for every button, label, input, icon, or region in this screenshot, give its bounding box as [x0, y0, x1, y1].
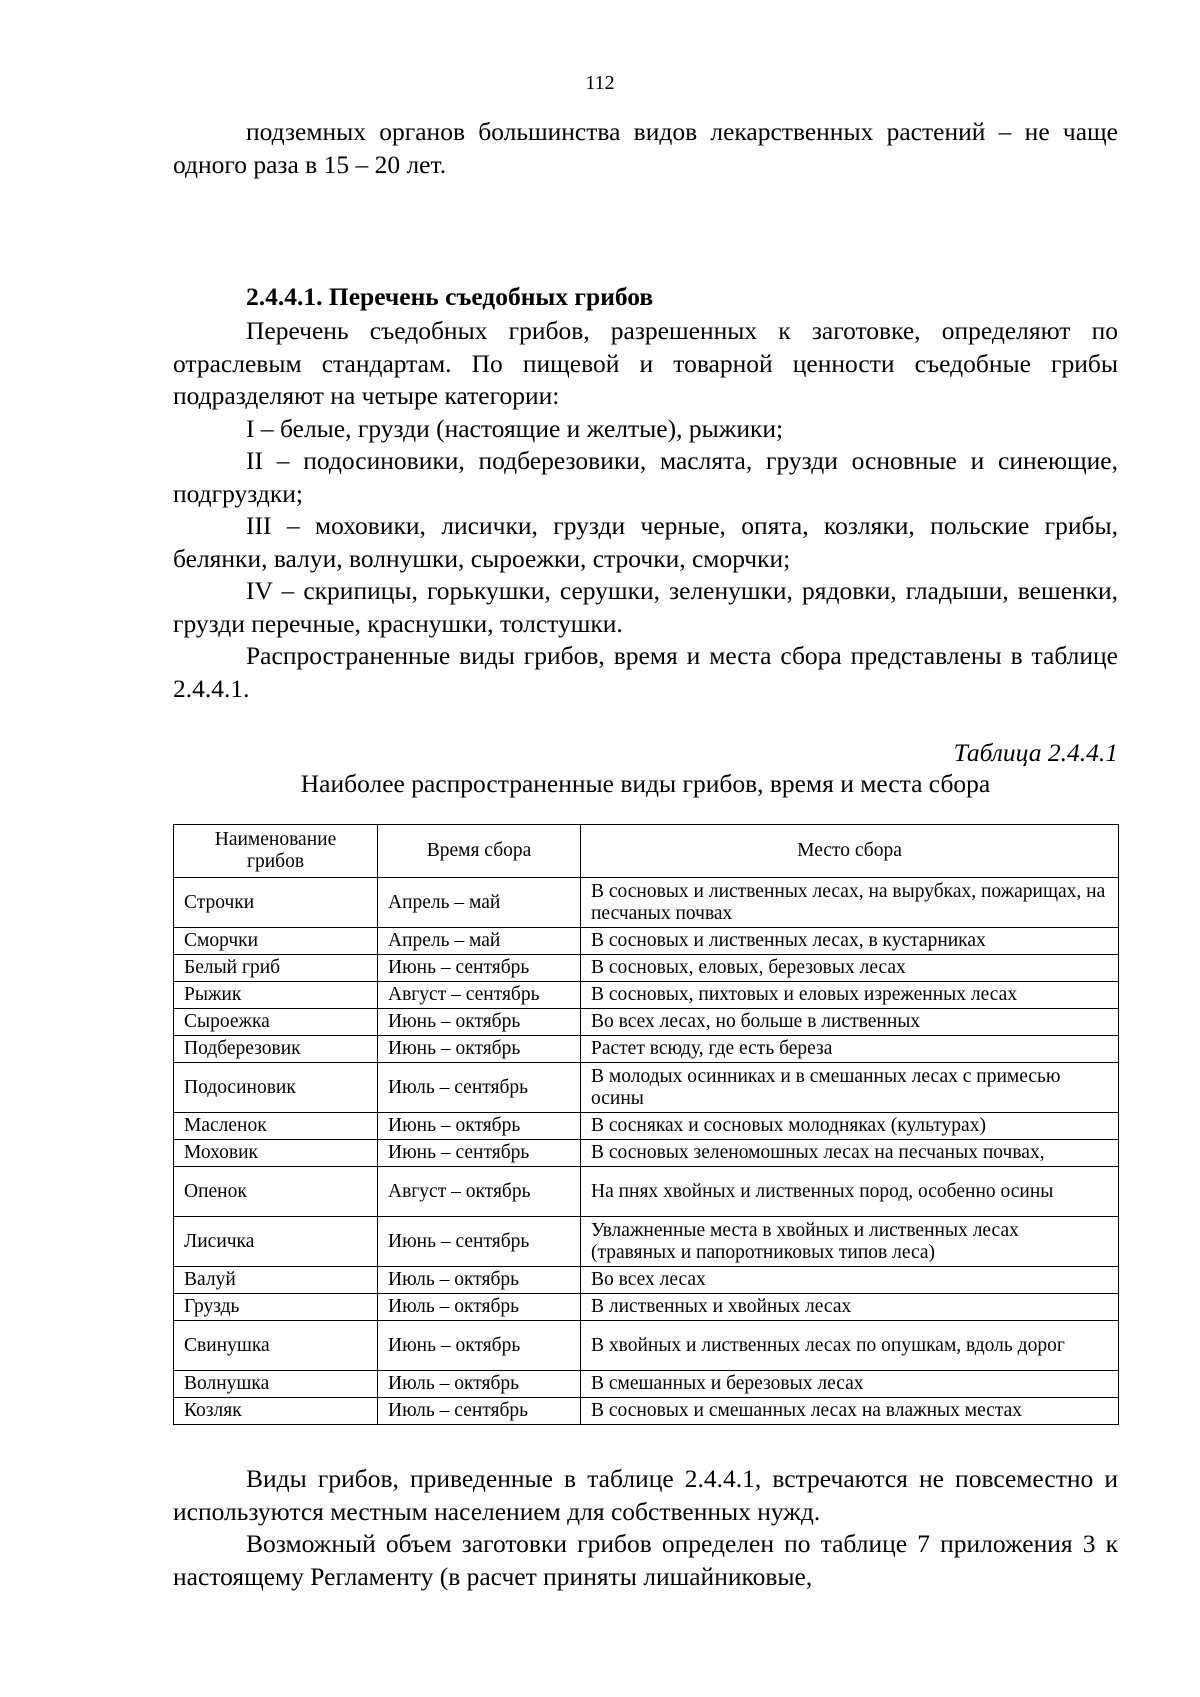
paragraph: III – моховики, лисички, грузди черные, опята, козляки, польские грибы, белянки, валуи, волнушки, сыроежки, строчки, сморчки;	[173, 511, 1118, 573]
table-cell: Июль – сентябрь	[378, 1398, 581, 1425]
table-cell: Подосиновик	[174, 1063, 378, 1113]
table-row	[174, 982, 1119, 1009]
table-row	[174, 1167, 1119, 1217]
table-row	[174, 955, 1119, 982]
table-cell: Июнь – сентябрь	[378, 955, 581, 982]
paragraph: Виды грибов, приведенные в таблице 2.4.4.1, встречаются не повсеместно и используются местным населением для собственных нужд.	[173, 1464, 1118, 1526]
table-cell: На пнях хвойных и лиственных пород, особенно осины	[581, 1167, 1119, 1217]
paragraph: Перечень съедобных грибов, разрешенных к заготовке, определяют по отраслевым стандартам. По пищевой и товарной ценности съедобные грибы подразделяют на четыре категории:	[173, 316, 1118, 410]
table-cell: В лиственных и хвойных лесах	[581, 1294, 1119, 1321]
table-cell: Июнь – октябрь	[378, 1009, 581, 1036]
table-cell: Сыроежка	[174, 1009, 378, 1036]
table-header-row	[174, 825, 1119, 878]
table-cell: В сосновых и лиственных лесах, в кустарниках	[581, 928, 1119, 955]
table-row	[174, 1217, 1119, 1267]
table-cell: Рыжик	[174, 982, 378, 1009]
table-row	[174, 1398, 1119, 1425]
column-header: Место сбора	[581, 825, 1119, 878]
table-cell: Подберезовик	[174, 1036, 378, 1063]
table-cell: Июнь – сентябрь	[378, 1140, 581, 1167]
table-cell: Козляк	[174, 1398, 378, 1425]
table-cell: Август – сентябрь	[378, 982, 581, 1009]
column-header: Время сбора	[378, 825, 581, 878]
table-cell: Масленок	[174, 1113, 378, 1140]
table-cell: Груздь	[174, 1294, 378, 1321]
body-text	[173, 315, 1118, 705]
table-row	[174, 1063, 1119, 1113]
table-row	[174, 1140, 1119, 1167]
table-cell: Опенок	[174, 1167, 378, 1217]
table-cell: Апрель – май	[378, 928, 581, 955]
table-cell: Апрель – май	[378, 878, 581, 928]
table-row	[174, 928, 1119, 955]
table-caption: Таблица 2.4.4.1	[953, 738, 1118, 767]
table-cell: Июнь – октябрь	[378, 1036, 581, 1063]
table-row	[174, 1267, 1119, 1294]
table-cell: Лисичка	[174, 1217, 378, 1267]
table-row	[174, 1321, 1119, 1371]
table-cell: Моховик	[174, 1140, 378, 1167]
table-row	[174, 878, 1119, 928]
table-row	[174, 1009, 1119, 1036]
table-cell: Июль – октябрь	[378, 1294, 581, 1321]
paragraph: Распространенные виды грибов, время и места сбора представлены в таблице 2.4.4.1.	[173, 641, 1118, 703]
table-cell: Свинушка	[174, 1321, 378, 1371]
table-cell: В сосновых, еловых, березовых лесах	[581, 955, 1119, 982]
table-row	[174, 1294, 1119, 1321]
table-cell: Во всех лесах, но больше в лиственных	[581, 1009, 1119, 1036]
table-cell: Июнь – октябрь	[378, 1113, 581, 1140]
table-title: Наиболее распространенные виды грибов, время и места сбора	[300, 769, 991, 798]
table-row	[174, 1371, 1119, 1398]
table-cell: Июнь – октябрь	[378, 1321, 581, 1371]
paragraph: II – подосиновики, подберезовики, маслята, грузди основные и синеющие, подгруздки;	[173, 446, 1118, 508]
table-cell: Июль – октябрь	[378, 1267, 581, 1294]
table-cell: Волнушка	[174, 1371, 378, 1398]
table-cell: В смешанных и березовых лесах	[581, 1371, 1119, 1398]
table-row	[174, 1036, 1119, 1063]
table-cell: Во всех лесах	[581, 1267, 1119, 1294]
section-heading: 2.4.4.1. Перечень съедобных грибов	[246, 282, 654, 311]
table-cell: Строчки	[174, 878, 378, 928]
page-number: 112	[585, 72, 615, 94]
table-cell: Июнь – сентябрь	[378, 1217, 581, 1267]
table-cell: Валуй	[174, 1267, 378, 1294]
table-cell: В сосновых и лиственных лесах, на вырубках, пожарищах, на песчаных почвах	[581, 878, 1119, 928]
table-cell: Июль – октябрь	[378, 1371, 581, 1398]
table-cell: Увлажненные места в хвойных и лиственных лесах (травяных и папоротниковых типов леса)	[581, 1217, 1119, 1267]
table-row	[174, 1113, 1119, 1140]
table-cell: Белый гриб	[174, 955, 378, 982]
table-cell: В сосняках и сосновых молодняках (культурах)	[581, 1113, 1119, 1140]
table-cell: В сосновых зеленомошных лесах на песчаных почвах,	[581, 1140, 1119, 1167]
column-header: Наименование грибов	[174, 825, 378, 878]
paragraph: IV – скрипицы, горькушки, серушки, зеленушки, рядовки, гладыши, вешенки, грузди перечные, краснушки, толстушки.	[173, 576, 1118, 638]
intro-text	[173, 116, 1118, 181]
paragraph: подземных органов большинства видов лекарственных растений – не чаще одного раза в 15 – 20 лет.	[173, 117, 1118, 179]
table-cell: В сосновых, пихтовых и еловых изреженных лесах	[581, 982, 1119, 1009]
table-cell: Растет всюду, где есть береза	[581, 1036, 1119, 1063]
closing-text	[173, 1463, 1118, 1593]
table-cell: В хвойных и лиственных лесах по опушкам, вдоль дорог	[581, 1321, 1119, 1371]
table-cell: В сосновых и смешанных лесах на влажных местах	[581, 1398, 1119, 1425]
table-cell: В молодых осинниках и в смешанных лесах с примесью осины	[581, 1063, 1119, 1113]
table-cell: Август – октябрь	[378, 1167, 581, 1217]
table-cell: Июль – сентябрь	[378, 1063, 581, 1113]
mushroom-table	[173, 824, 1119, 1425]
table-cell: Сморчки	[174, 928, 378, 955]
paragraph: Возможный объем заготовки грибов определен по таблице 7 приложения 3 к настоящему Регламенту (в расчет приняты лишайниковые,	[173, 1529, 1118, 1591]
paragraph: I – белые, грузди (настоящие и желтые), рыжики;	[246, 413, 784, 443]
